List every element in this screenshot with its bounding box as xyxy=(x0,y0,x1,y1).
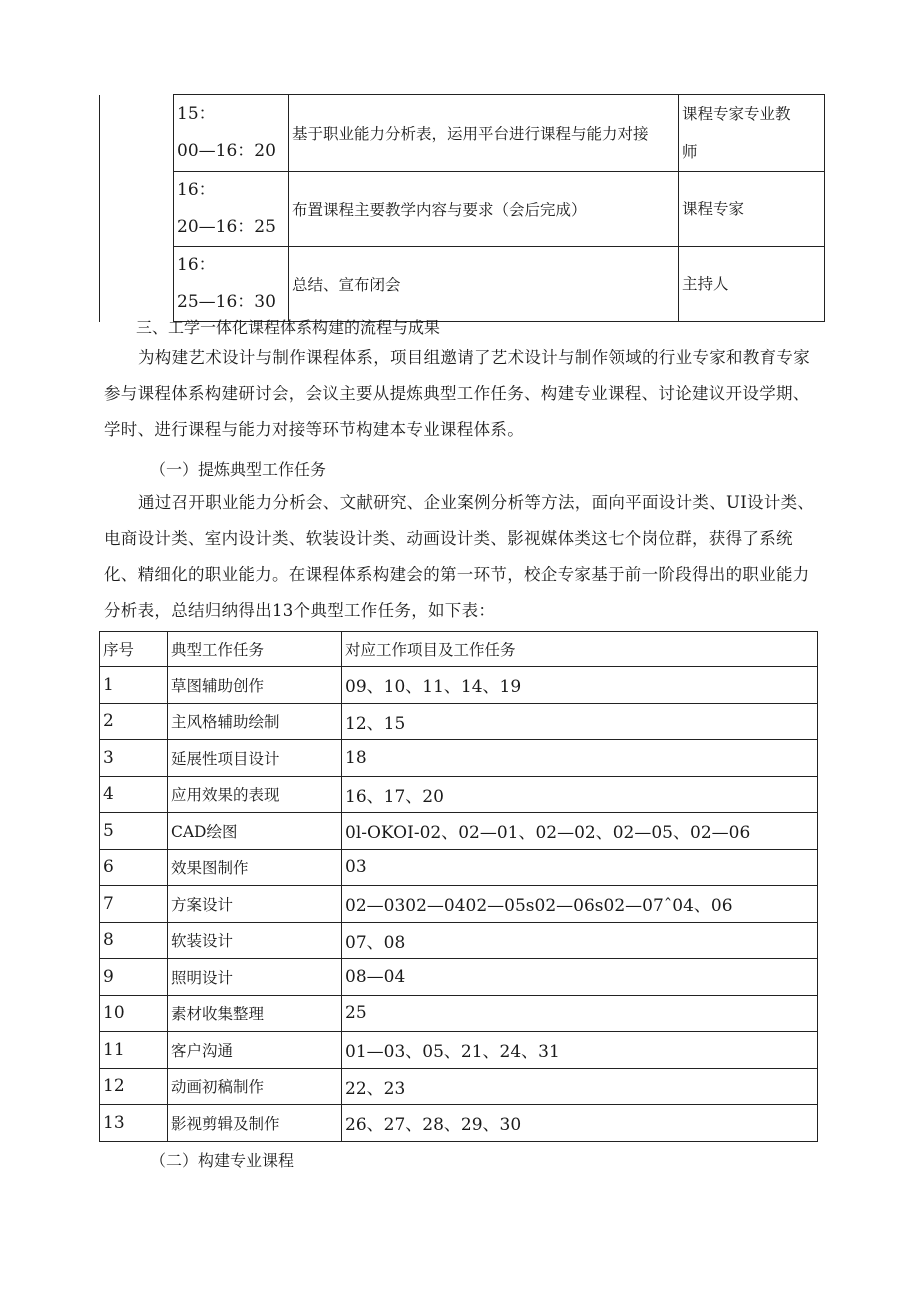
table-row xyxy=(100,740,818,777)
schedule-time-cell xyxy=(174,172,289,247)
task-items-cell: 25 xyxy=(342,995,818,1032)
task-name-cell: 主风格辅助绘制 xyxy=(168,703,342,740)
table-row xyxy=(100,703,818,740)
task-number-cell: 12 xyxy=(100,1068,168,1105)
schedule-blank-cell xyxy=(100,247,174,322)
subsection1-heading: （一）提炼典型工作任务 xyxy=(150,460,327,479)
task-number-cell: 11 xyxy=(100,1032,168,1069)
schedule-who-line1: 课程专家专业教 xyxy=(682,105,791,123)
task-number-cell: 8 xyxy=(100,922,168,959)
schedule-time-cell xyxy=(174,95,289,172)
task-items-cell: 26、27、28、29、30 xyxy=(342,1105,818,1142)
task-table-header-cell: 序号 xyxy=(100,632,168,667)
task-items-cell: 08—04 xyxy=(342,959,818,996)
schedule-who-line2: 师 xyxy=(682,143,698,161)
task-number-cell: 4 xyxy=(100,776,168,813)
task-number-cell: 5 xyxy=(100,813,168,850)
table-row xyxy=(100,886,818,923)
task-name-cell: 素材收集整理 xyxy=(168,995,342,1032)
task-name-cell: 延展性项目设计 xyxy=(168,740,342,777)
schedule-row xyxy=(100,95,825,172)
task-number-cell: 13 xyxy=(100,1105,168,1142)
task-name-cell: 软装设计 xyxy=(168,922,342,959)
task-items-cell: 07、08 xyxy=(342,922,818,959)
task-number-cell: 10 xyxy=(100,995,168,1032)
section3-heading: 三、工学一体化课程体系构建的流程与成果 xyxy=(136,318,441,337)
task-items-cell: 02—0302—0402—05s02—06s02—07ˆ04、06 xyxy=(342,886,818,923)
schedule-who-cell xyxy=(679,172,825,247)
task-items-cell: 01—03、05、21、24、31 xyxy=(342,1032,818,1069)
table-row xyxy=(100,1105,818,1142)
schedule-time-cell xyxy=(174,247,289,322)
schedule-blank-cell xyxy=(100,172,174,247)
schedule-who-line1: 课程专家 xyxy=(682,200,745,218)
task-name-cell: CAD绘图 xyxy=(168,813,342,850)
schedule-table xyxy=(99,94,825,322)
schedule-activity-cell: 基于职业能力分析表，运用平台进行课程与能力对接 xyxy=(289,95,679,172)
task-items-cell: 18 xyxy=(342,740,818,777)
task-number-cell: 1 xyxy=(100,667,168,704)
task-table-header-cell: 对应工作项目及工作任务 xyxy=(342,632,818,667)
schedule-time-line1: 16： xyxy=(177,255,216,275)
task-name-cell: 照明设计 xyxy=(168,959,342,996)
task-items-cell: 12、15 xyxy=(342,703,818,740)
table-row xyxy=(100,667,818,704)
schedule-time-line1: 15： xyxy=(177,104,216,124)
schedule-time-line1: 16： xyxy=(177,180,216,200)
schedule-time-line2: 20—16：25 xyxy=(177,217,276,237)
task-items-cell: 0l-OKOI-02、02—01、02—02、02—05、02—06 xyxy=(342,813,818,850)
table-row xyxy=(100,1068,818,1105)
task-table xyxy=(99,631,818,1142)
table-row xyxy=(100,1032,818,1069)
table-row xyxy=(100,995,818,1032)
task-table-header-cell: 典型工作任务 xyxy=(168,632,342,667)
schedule-row xyxy=(100,172,825,247)
task-items-cell: 22、23 xyxy=(342,1068,818,1105)
task-number-cell: 9 xyxy=(100,959,168,996)
schedule-who-cell xyxy=(679,95,825,172)
schedule-row xyxy=(100,247,825,322)
task-name-cell: 草图辅助创作 xyxy=(168,667,342,704)
schedule-activity-cell: 布置课程主要教学内容与要求（会后完成） xyxy=(289,172,679,247)
intro-paragraph-text: 为构建艺术设计与制作课程体系，项目组邀请了艺术设计与制作领域的行业专家和教育专家参与课程体系构建研讨会，会议主要从提炼典型工作任务、构建专业课程、讨论建议开设学期、学时、进行课程与能力对接等环节构建本专业课程体系。 xyxy=(104,348,810,439)
schedule-time-line2: 00—16：20 xyxy=(177,141,276,161)
task-number-cell: 7 xyxy=(100,886,168,923)
task-number-cell: 6 xyxy=(100,849,168,886)
table-row xyxy=(100,849,818,886)
task-name-cell: 效果图制作 xyxy=(168,849,342,886)
task-number-cell: 2 xyxy=(100,703,168,740)
schedule-time-line2: 25—16：30 xyxy=(177,292,276,312)
schedule-who-line1: 主持人 xyxy=(682,275,729,293)
schedule-who-cell xyxy=(679,247,825,322)
task-name-cell: 客户沟通 xyxy=(168,1032,342,1069)
task-name-cell: 应用效果的表现 xyxy=(168,776,342,813)
task-name-cell: 影视剪辑及制作 xyxy=(168,1105,342,1142)
subsection1-paragraph xyxy=(104,485,822,629)
task-items-cell: 16、17、20 xyxy=(342,776,818,813)
subsection1-paragraph-text: 通过召开职业能力分析会、文献研究、企业案例分析等方法，面向平面设计类、UI设计类、电商设计类、室内设计类、软装设计类、动画设计类、影视媒体类这七个岗位群，获得了系统化、精细化的职业能力。在课程体系构建会的第一环节，校企专家基于前一阶段得出的职业能力分析表，总结归纳得出13个典型工作任务，如下表： xyxy=(104,493,815,620)
table-row xyxy=(100,813,818,850)
schedule-activity-cell: 总结、宣布闭会 xyxy=(289,247,679,322)
table-row xyxy=(100,959,818,996)
task-name-cell: 方案设计 xyxy=(168,886,342,923)
table-row xyxy=(100,922,818,959)
table-row xyxy=(100,776,818,813)
task-items-cell: 03 xyxy=(342,849,818,886)
task-name-cell: 动画初稿制作 xyxy=(168,1068,342,1105)
task-items-cell: 09、10、11、14、19 xyxy=(342,667,818,704)
intro-paragraph xyxy=(104,340,822,448)
schedule-blank-cell xyxy=(100,95,174,172)
task-number-cell: 3 xyxy=(100,740,168,777)
task-table-header-row xyxy=(100,632,818,667)
subsection2-heading: （二）构建专业课程 xyxy=(150,1151,295,1170)
